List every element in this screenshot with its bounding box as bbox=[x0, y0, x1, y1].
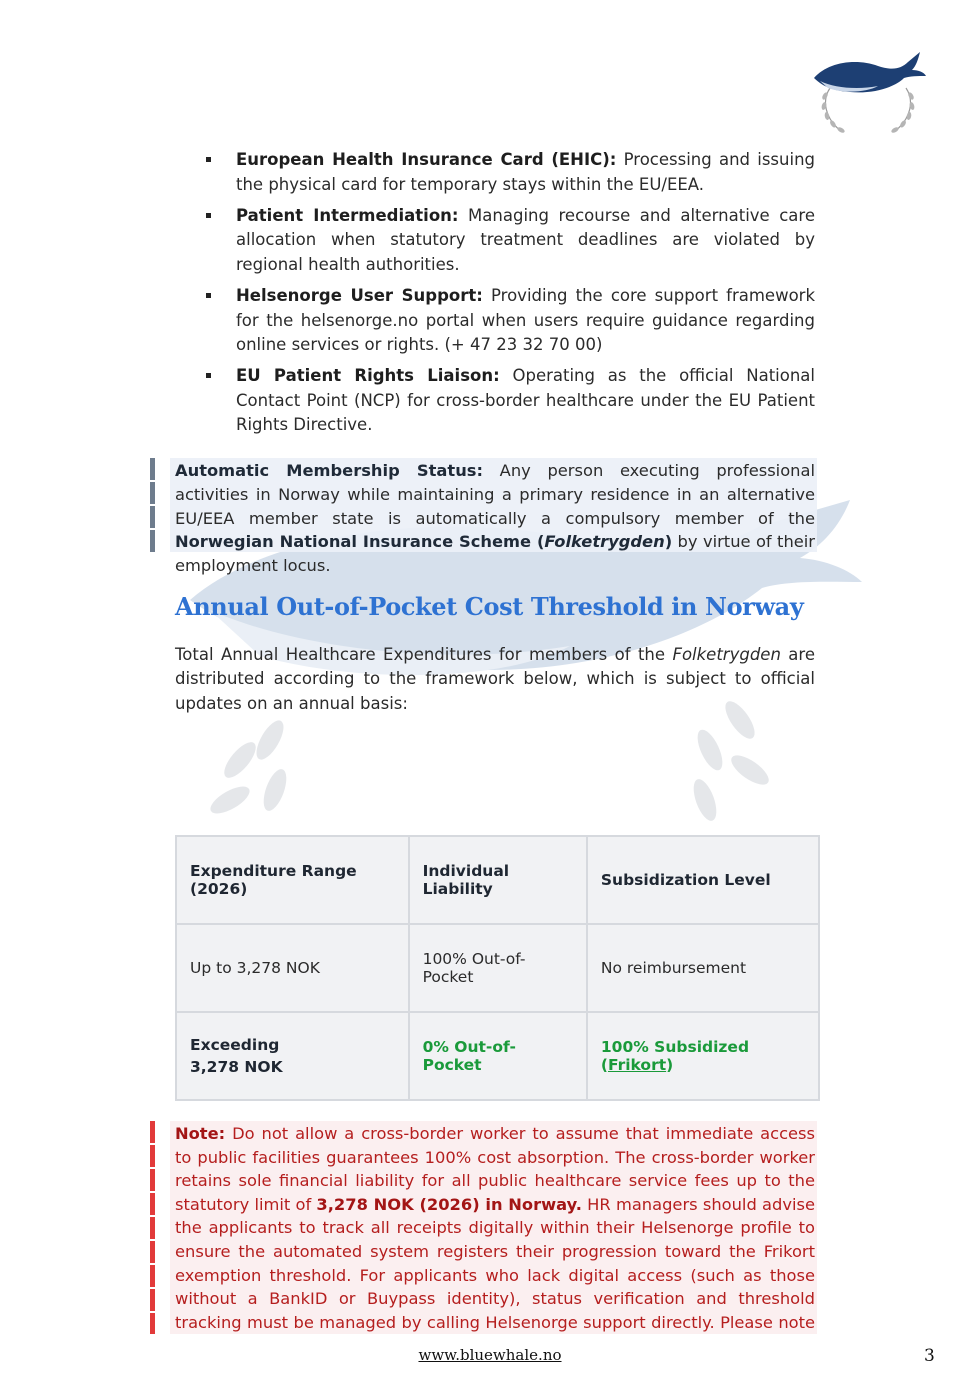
table-cell: 100% Subsidized (Frikort) bbox=[587, 1012, 819, 1100]
note-text: Note: Do not allow a cross-border worker to assume that immediate access to public facilities guarantees 100% cost absorption. The cross-border worker retains sole financial liability for all public healthcare service fees up to the statutory limit of 3,278 NOK (2026) in Norway. HR managers should advise the applicants to track all receipts digitally within their Helsenorge profile to ensure the automated system registers their progression toward the Frikort exemption threshold. For applicants who lack digital access (such as those without a BankID or Buypass identity), status verification and threshold tracking must be managed by calling Helsenorge support directly. Please note bbox=[170, 1121, 817, 1334]
table-header-row bbox=[176, 836, 819, 924]
page-number: 3 bbox=[924, 1346, 935, 1366]
bullet-icon bbox=[206, 293, 211, 298]
table-header-cell: Individual Liability bbox=[409, 836, 587, 924]
frikort-link[interactable]: Frikort bbox=[607, 1056, 667, 1074]
list-item: Patient Intermediation: Managing recourse and alternative care allocation when statutory treatment deadlines are violated by regional health authorities. bbox=[175, 204, 815, 278]
list-item: European Health Insurance Card (EHIC): Processing and issuing the physical card for temporary stays within the EU/EEA. bbox=[175, 148, 815, 197]
table-row bbox=[176, 924, 819, 1012]
whale-logo-icon bbox=[808, 48, 928, 140]
note-bar bbox=[150, 1121, 155, 1334]
table-cell: No reimbursement bbox=[587, 924, 819, 1012]
section-intro: Total Annual Healthcare Expenditures for members of the Folketrygden are distributed according to the framework below, which is subject to official updates on an annual basis: bbox=[175, 645, 815, 713]
note-callout bbox=[150, 1121, 817, 1334]
table-header-cell: Subsidization Level bbox=[587, 836, 819, 924]
table-header-cell: Expenditure Range (2026) bbox=[176, 836, 409, 924]
threshold-table bbox=[175, 835, 820, 1101]
footer bbox=[0, 1346, 980, 1364]
bullet-icon bbox=[206, 157, 211, 162]
callout-bar bbox=[150, 458, 155, 552]
table-cell: 100% Out-of-Pocket bbox=[409, 924, 587, 1012]
list-item: EU Patient Rights Liaison: Operating as the official National Contact Point (NCP) for cross-border healthcare under the EU Patient Rights Directive. bbox=[175, 364, 815, 438]
table-cell: Up to 3,278 NOK bbox=[176, 924, 409, 1012]
table-row bbox=[176, 1012, 819, 1100]
footer-url-link[interactable]: www.bluewhale.no bbox=[418, 1346, 562, 1364]
list-item: Helsenorge User Support: Providing the core support framework for the helsenorge.no portal when users require guidance regarding online services or rights. (+ 47 23 32 70 00) bbox=[175, 284, 815, 358]
section-heading: Annual Out-of-Pocket Cost Threshold in Norway bbox=[175, 592, 804, 621]
membership-callout bbox=[150, 458, 817, 576]
services-list bbox=[175, 148, 815, 445]
bullet-icon bbox=[206, 213, 211, 218]
table-cell: Exceeding 3,278 NOK bbox=[176, 1012, 409, 1100]
bullet-icon bbox=[206, 373, 211, 378]
callout-text: Automatic Membership Status: Any person executing professional activities in Norway while maintaining a primary residence in an alternative EU/EEA member state is automatically a compulsory member of the Norwegian National Insurance Scheme (Folketrygden) by virtue of their employment locus. bbox=[170, 458, 817, 552]
table-cell: 0% Out-of-Pocket bbox=[409, 1012, 587, 1100]
